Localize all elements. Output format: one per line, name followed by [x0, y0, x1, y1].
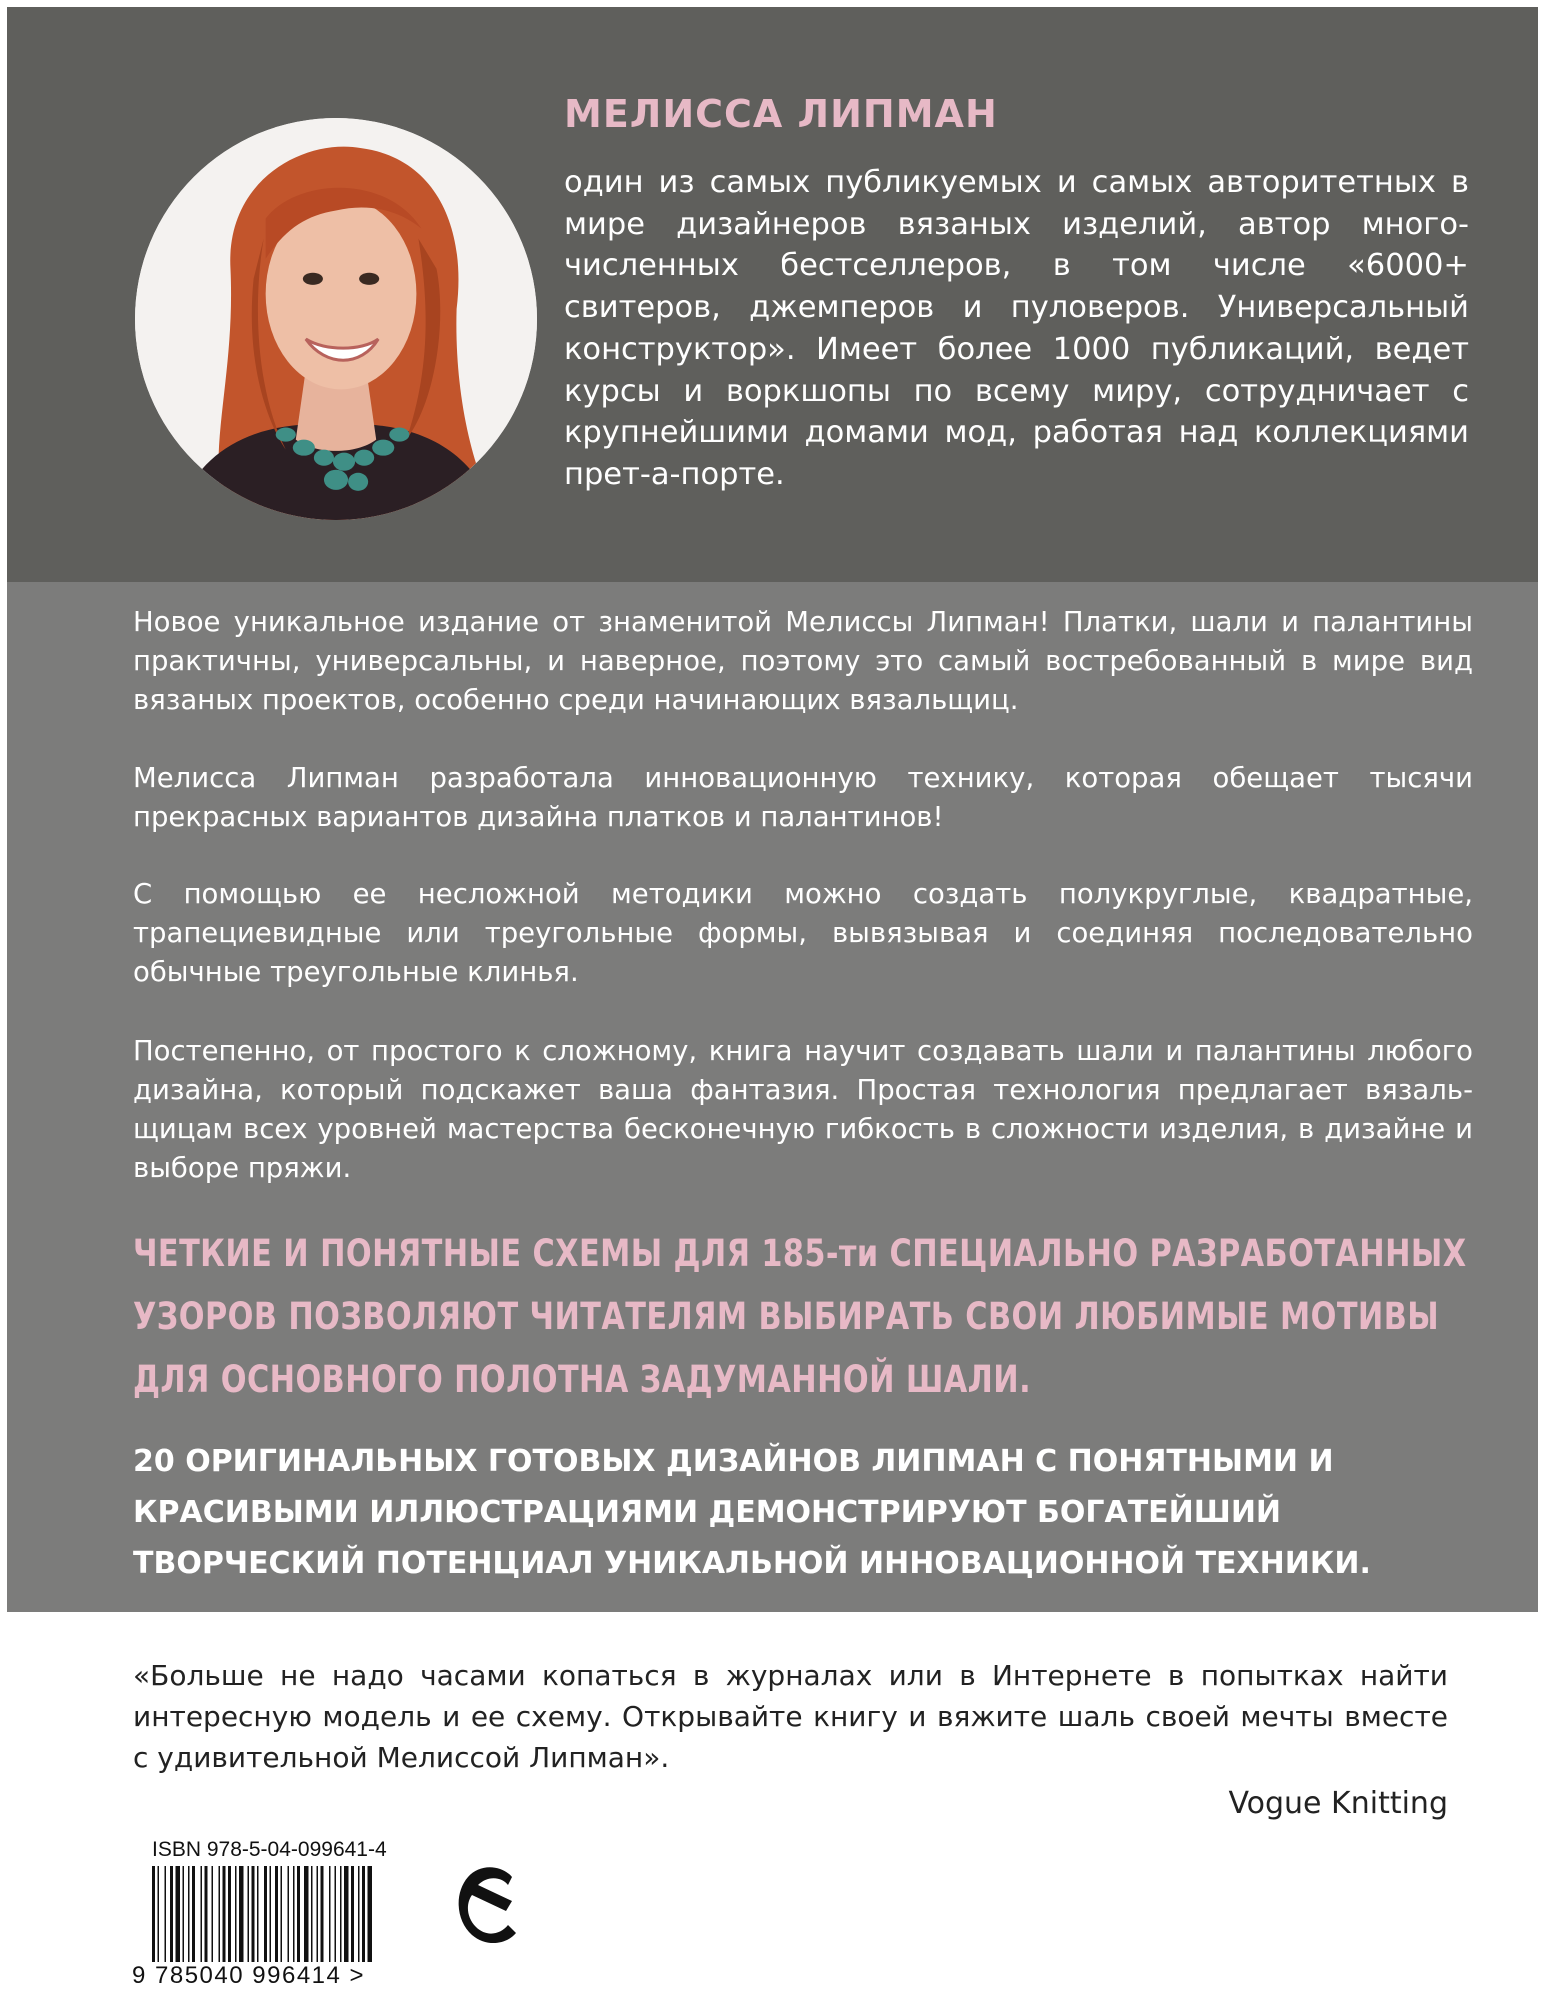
barcode-digits: 9 785040 996414 >: [132, 1962, 366, 1989]
author-name: МЕЛИССА ЛИПМАН: [564, 92, 998, 136]
author-portrait: [135, 118, 537, 520]
highlight-text: ЧЕТКИЕ И ПОНЯТНЫЕ СХЕМЫ ДЛЯ 185-ти СПЕЦИАЛЬНО РАЗРАБОТАННЫХ УЗОРОВ ПОЗВОЛЯЮТ ЧИТАТЕЛЯМ ВЫБИРАТЬ СВОИ ЛЮБИМЫЕ МОТИВЫ ДЛЯ ОСНОВНОГО ПОЛОТНА ЗАДУМАННОЙ ШАЛИ.: [133, 1232, 1467, 1401]
description-paragraph-3: С помощью ее несложной методики можно создать полукруглые, квадратные, трапециевидные или треугольные формы, вывязывая и соединяя последовательно обычные треугольные клинья.: [133, 878, 1473, 988]
description-paragraph-1: Новое уникальное издание от знаменитой Мелиссы Липман! Платки, шали и палантины практичны, универсальны, и наверное, поэтому это самый востребованный в мире вид вязаных проектов, особенно среди начинающих вязальщиц.: [133, 606, 1473, 716]
review-source: Vogue Knitting: [1228, 1786, 1448, 1821]
review-quote: «Больше не надо часами копаться в журналах или в Интернете в попытках найти интересную модель и ее схему. Открывайте книгу и вяжите шаль своей мечты вместе с удивительной Мелиссой Липман».: [133, 1659, 1448, 1774]
description-paragraph-4: Постепенно, от простого к сложному, книга научит создавать шали и палантины любого дизайна, который подскажет ваша фантазия. Простая технология предлагает вязальщицам всех уровней мастерства бесконечную гибкость в сложности изделия, в дизайне и выборе пряжи.: [133, 1035, 1473, 1184]
description-paragraph-2: Мелисса Липман разработала инновационную технику, которая обещает тысячи прекрасных вариантов дизайна платков и палантинов!: [133, 762, 1473, 833]
eksmo-logo-icon: [450, 1855, 526, 1955]
barcode: [150, 1866, 418, 1962]
features-text: 20 ОРИГИНАЛЬНЫХ ГОТОВЫХ ДИЗАЙНОВ ЛИПМАН С ПОНЯТНЫМИ И КРАСИВЫМИ ИЛЛЮСТРАЦИЯМИ ДЕМОНСТРИРУЮТ БОГАТЕЙШИЙ ТВОРЧЕСКИЙ ПОТЕНЦИАЛ УНИКАЛЬНОЙ ИННОВАЦИОННОЙ ТЕХНИКИ.: [133, 1444, 1371, 1581]
author-bio: один из самых публикуемых и самых авторитетных в мире дизайнеров вязаных изделий, автор многочисленных бестселлеров, в том числе «6000+ свитеров, джемперов и пуловеров. Универсальный конструктор». Имеет более 1000 публикаций, ведет курсы и воркшопы по всему миру, сотрудничает с крупнейшими домами мод, работая над коллекциями прет-а-порте.: [564, 165, 1469, 492]
isbn-label: ISBN 978-5-04-099641-4: [152, 1838, 387, 1861]
